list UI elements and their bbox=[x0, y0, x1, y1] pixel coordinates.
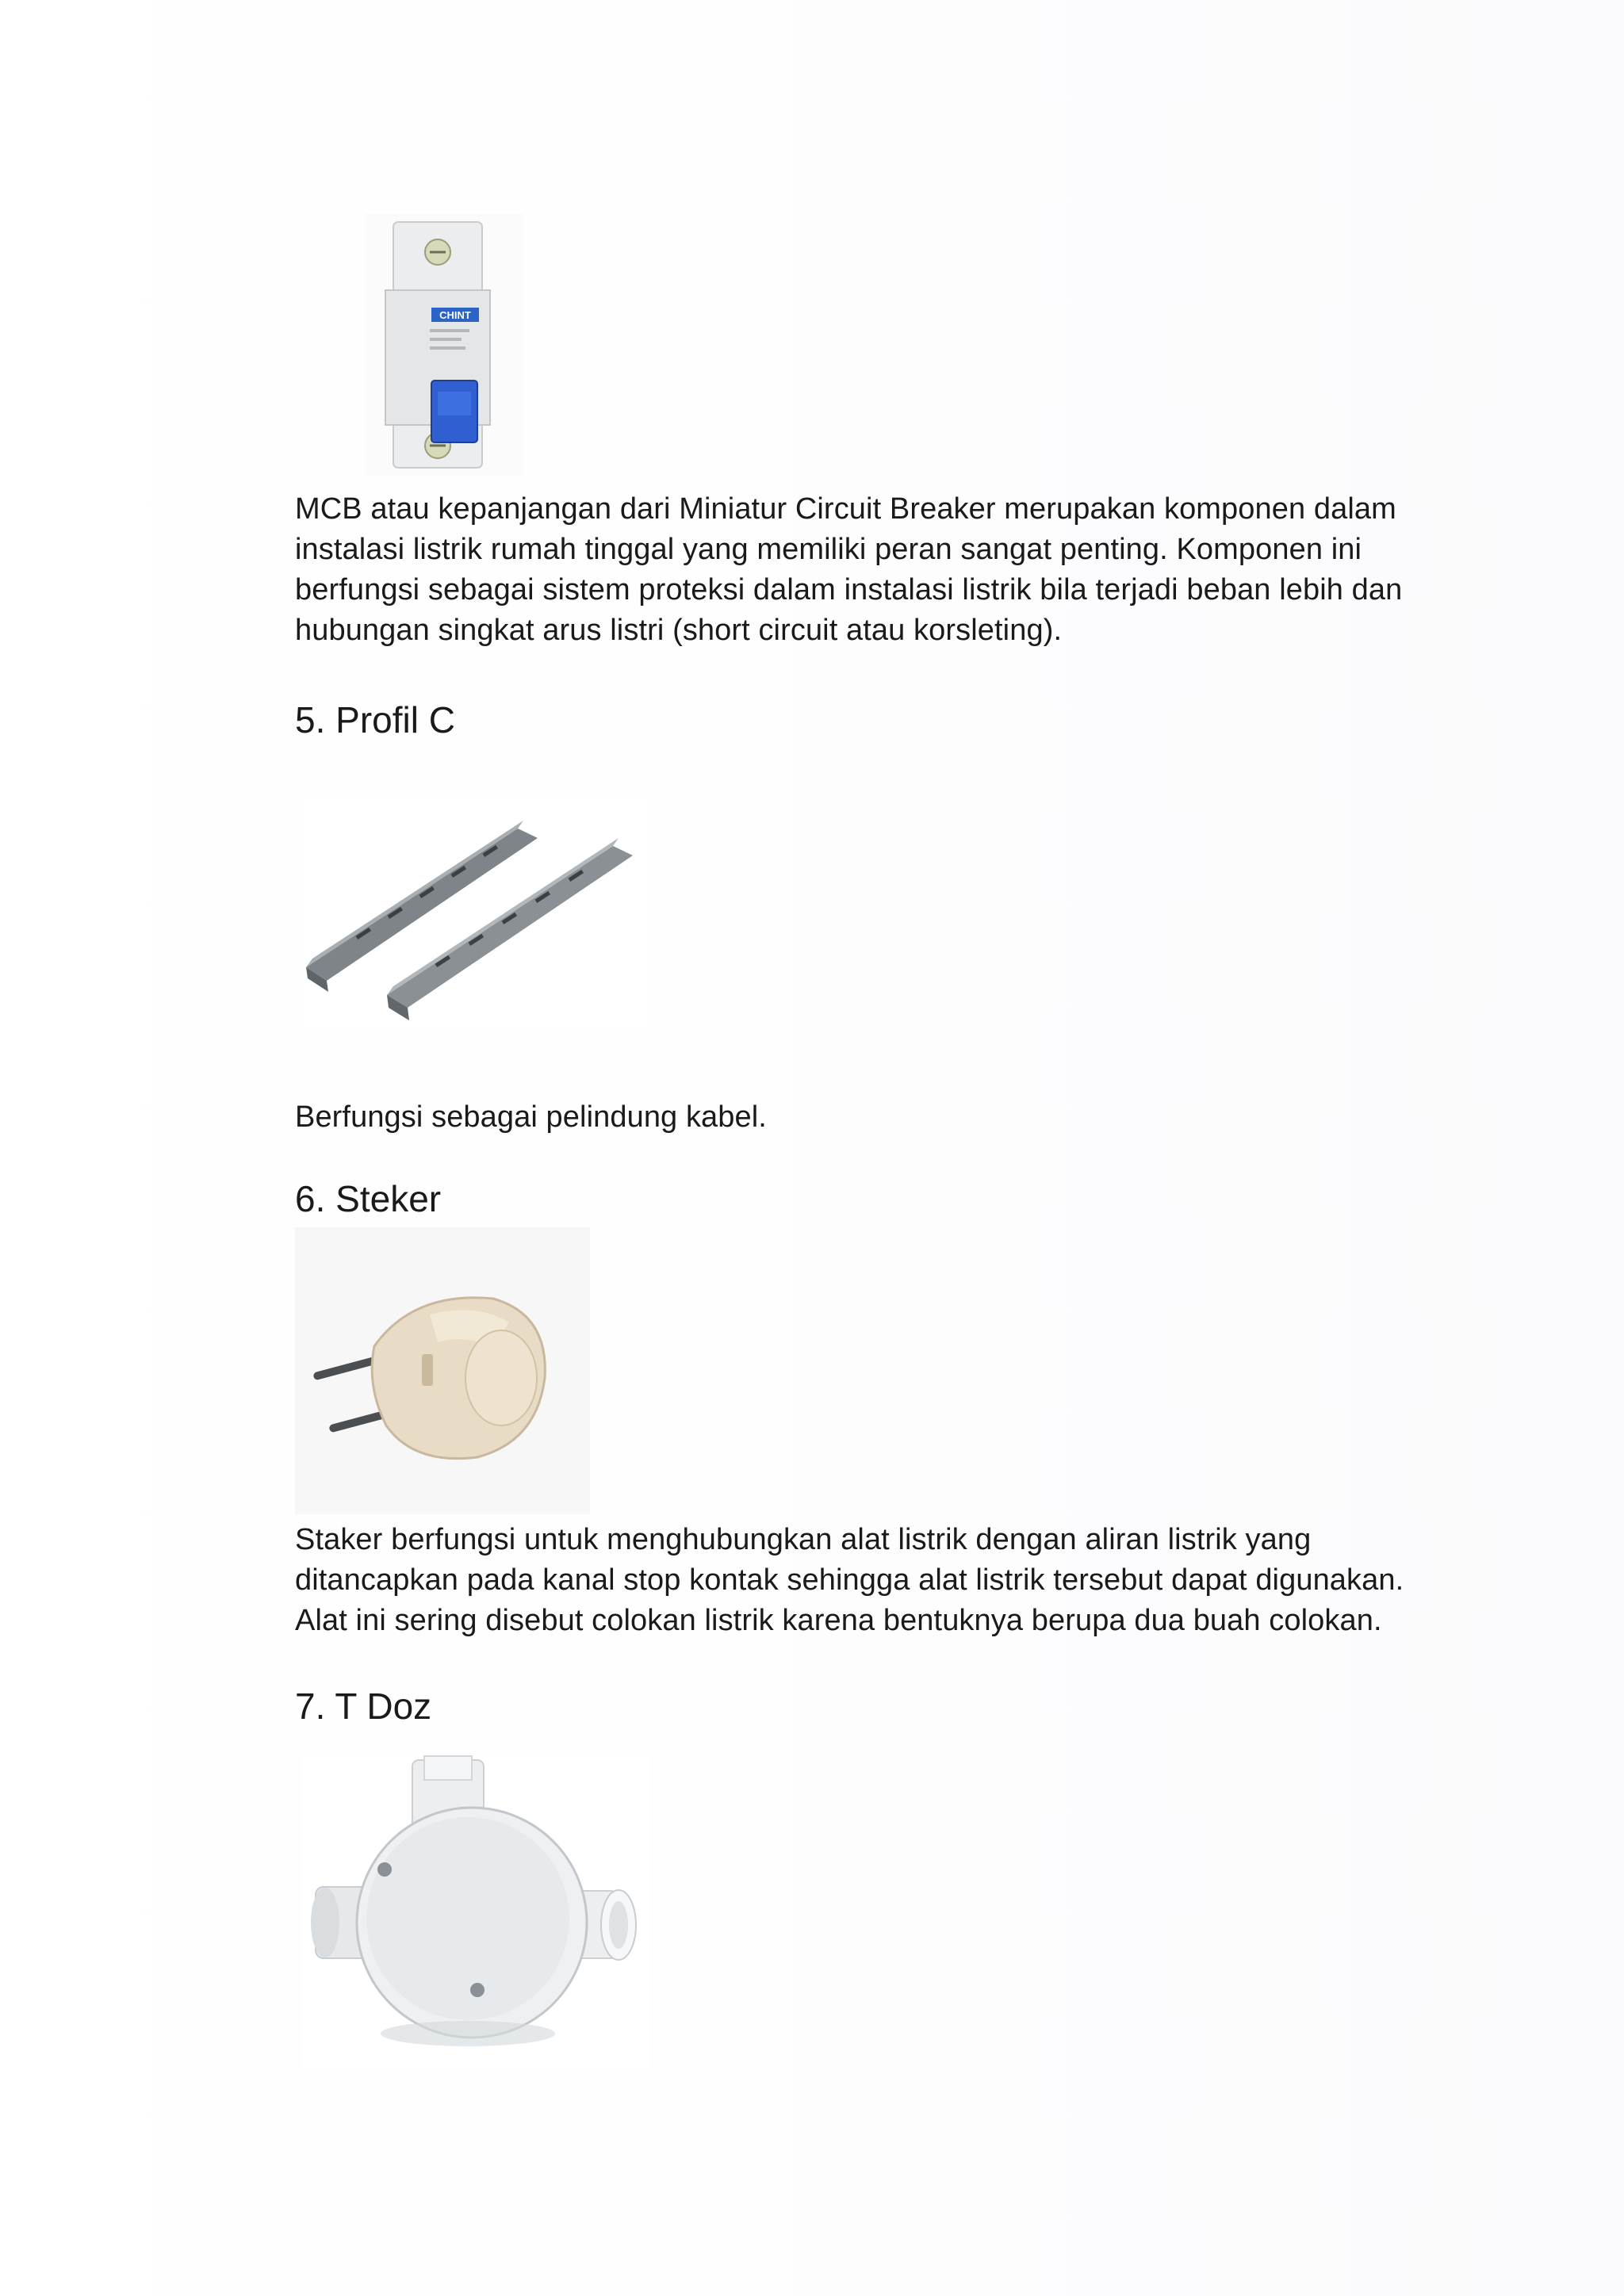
steker-image bbox=[295, 1227, 590, 1514]
section-heading-profil-c: 5. Profil C bbox=[295, 699, 455, 740]
steker-description-line-2: ditancapkan pada kanal stop kontak sehingga alat listrik tersebut dapat digunakan. bbox=[295, 1563, 1404, 1597]
mcb-image bbox=[365, 214, 523, 476]
section-heading-t-doz: 7. T Doz bbox=[295, 1686, 432, 1727]
mcb-description-line-2: instalasi listrik rumah tinggal yang memiliki peran sangat penting. Komponen ini bbox=[295, 533, 1362, 566]
mcb-description-line-4: hubungan singkat arus listri (short circuit atau korsleting). bbox=[295, 614, 1063, 647]
steker-description-line-3: Alat ini sering disebut colokan listrik karena bentuknya berupa dua buah colokan. bbox=[295, 1604, 1382, 1637]
profil-c-image bbox=[300, 797, 649, 1027]
section-heading-steker: 6. Steker bbox=[295, 1178, 442, 1219]
mcb-brand-label: CHINT bbox=[439, 309, 471, 321]
profil-c-description bbox=[295, 1097, 1405, 1138]
steker-description bbox=[295, 1520, 1405, 1641]
t-doz-image bbox=[301, 1752, 650, 2069]
mcb-description-line-3: berfungsi sebagai sistem proteksi dalam instalasi listrik bila terjadi beban lebih dan bbox=[295, 573, 1403, 607]
mcb-description-line-1: MCB atau kepanjangan dari Miniatur Circuit Breaker merupakan komponen dalam bbox=[295, 492, 1396, 526]
steker-description-line-1: Staker berfungsi untuk menghubungkan alat listrik dengan aliran listrik yang bbox=[295, 1523, 1312, 1556]
mcb-description bbox=[295, 489, 1405, 651]
profil-c-description-line-1: Berfungsi sebagai pelindung kabel. bbox=[295, 1100, 767, 1134]
